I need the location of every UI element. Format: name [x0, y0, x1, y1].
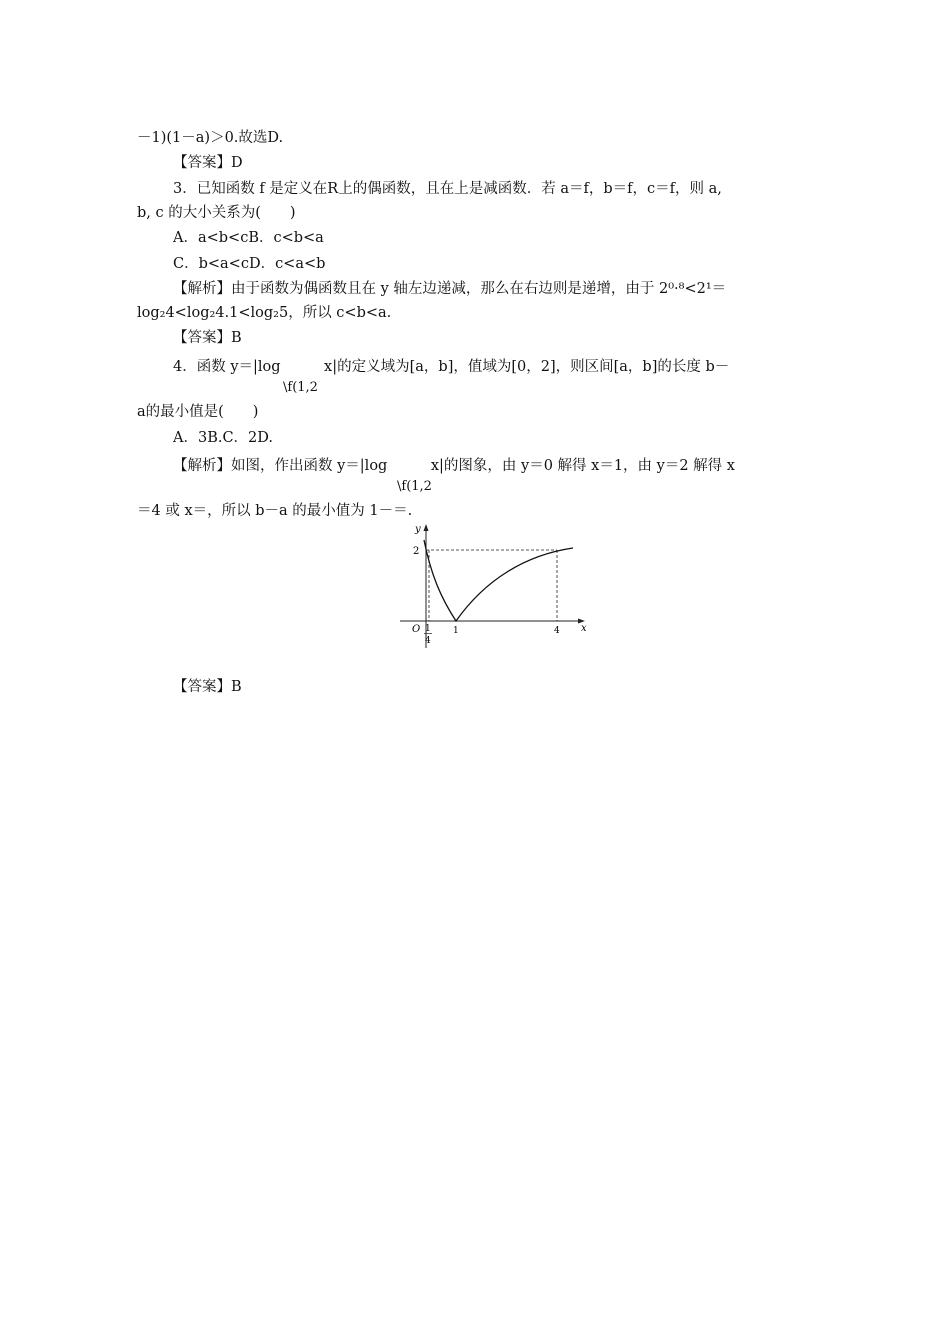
question-4-answer: 【答案】B: [173, 679, 242, 695]
question-4-analysis: 【解析】如图，作出函数 y＝|log x|的图象，由 y＝0 解得 x＝1，由 y＝2 解得 x: [173, 458, 735, 474]
question-3-text: 3．已知函数 f 是定义在R上的偶函数，且在上是减函数．若 a＝f，b＝f，c＝f，则 a,: [173, 181, 722, 197]
question-4-analysis-cont: ＝4 或 x＝，所以 b－a 的最小值为 1－＝.: [137, 503, 413, 519]
question-3-options-ab: A．a<b<cB．c<b<a: [173, 230, 324, 246]
question-4-formula-fragment: \f(1,2: [283, 380, 318, 395]
question-4-text: 4．函数 y＝|log x|的定义域为[a，b]，值域为[0，2]，则区间[a，b]的长度 b－: [173, 359, 730, 375]
question-3-options-cd: C．b<a<cD．c<a<b: [173, 256, 326, 272]
question-3-answer: 【答案】B: [173, 330, 242, 346]
x-tick-quarter-denominator: 4: [425, 636, 431, 646]
text-line-1: －1)(1－a)＞0.故选D.: [137, 130, 284, 146]
x-tick-4: 4: [554, 626, 560, 636]
x-tick-quarter-numerator: 1: [425, 624, 431, 634]
answer-line-2: 【答案】D: [173, 155, 243, 171]
question-4-text-cont: a的最小值是( ): [137, 404, 259, 420]
function-graph: [395, 520, 595, 650]
question-4-options: A．3B.C．2D.: [173, 430, 273, 446]
question-3-text-cont: b, c 的大小关系为( ): [137, 205, 296, 221]
y-axis-label: y: [415, 524, 421, 535]
function-curve: [424, 540, 573, 621]
question-4-analysis-formula-fragment: \f(1,2: [397, 479, 432, 494]
y-tick-2: 2: [413, 546, 420, 557]
question-3-analysis: 【解析】由于函数为偶函数且在 y 轴左边递减，那么在右边则是递增，由于 2⁰·⁸<2¹＝: [173, 281, 727, 297]
origin-label: O: [412, 624, 421, 635]
x-axis-label: x: [581, 623, 587, 634]
y-axis-arrow: [424, 524, 429, 531]
question-3-analysis-cont: log₂4<log₂4.1<log₂5，所以 c<b<a.: [137, 305, 392, 321]
x-tick-1: 1: [453, 626, 459, 636]
